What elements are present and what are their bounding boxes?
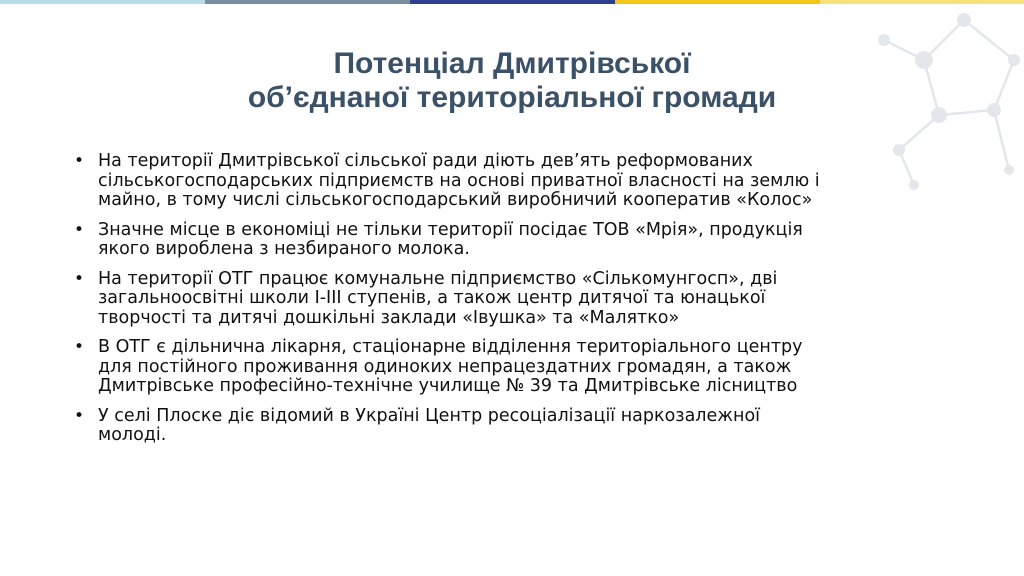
bullet-item: [72, 270, 972, 329]
stripe-segment-navy: [410, 0, 615, 4]
bullet-text-line: Дмитрівське професійно-технічне училище № 39 та Дмитрівське лісництво: [98, 376, 798, 396]
bullet-text-line: загальноосвітні школи І-ІІІ ступенів, а також центр дитячої та юнацької: [98, 288, 766, 308]
bullet-text-line: молоді.: [98, 425, 167, 445]
bullet-text-line: творчості та дитячі дошкільні заклади «Івушка» та «Малятко»: [98, 307, 680, 328]
bullet-item: [72, 407, 972, 446]
bullet-text-line: В ОТГ є дільнична лікарня, стаціонарне відділення територіального центру: [98, 337, 803, 357]
bullet-dot-icon: •: [74, 268, 85, 289]
bullet-text-line: Значне місце в економіці не тільки території посідає ТОВ «Мрія», продукція: [98, 219, 803, 240]
title-line-2: об’єднаної територіальної громади: [247, 81, 777, 114]
stripe-segment-gray: [205, 0, 410, 4]
bullet-text-line: для постійного проживання одиноких непрацездатних громадян, а також: [98, 356, 792, 377]
bullet-list: [72, 152, 972, 456]
bullet-item: [72, 221, 972, 260]
stripe-segment-light-blue: [0, 0, 205, 4]
title-line-1: Потенціал Дмитрівської: [333, 47, 691, 80]
bullet-dot-icon: •: [74, 405, 85, 426]
bullet-text-line: У селі Плоске діє відомий в Україні Центр ресоціалізації наркозалежної: [98, 405, 761, 426]
bullet-text-line: На території Дмитрівської сільської ради діють дев’ять реформованих: [98, 151, 753, 171]
bullet-dot-icon: •: [74, 219, 85, 240]
bullet-text-line: майно, в тому числі сільськогосподарський виробничий кооператив «Колос»: [98, 190, 813, 210]
bullet-item: [72, 338, 972, 397]
bullet-text-line: сільськогосподарських підприємств на основі приватної власності на землю і: [98, 170, 820, 191]
bullet-text-line: якого вироблена з незбираного молока.: [98, 239, 470, 259]
bullet-item: [72, 152, 972, 211]
bullet-text-line: На території ОТГ працює комунальне підприємство «Сількомунгосп», дві: [98, 268, 778, 289]
slide-title: [0, 47, 1024, 115]
bullet-dot-icon: •: [74, 337, 85, 357]
bullet-dot-icon: •: [74, 151, 85, 171]
